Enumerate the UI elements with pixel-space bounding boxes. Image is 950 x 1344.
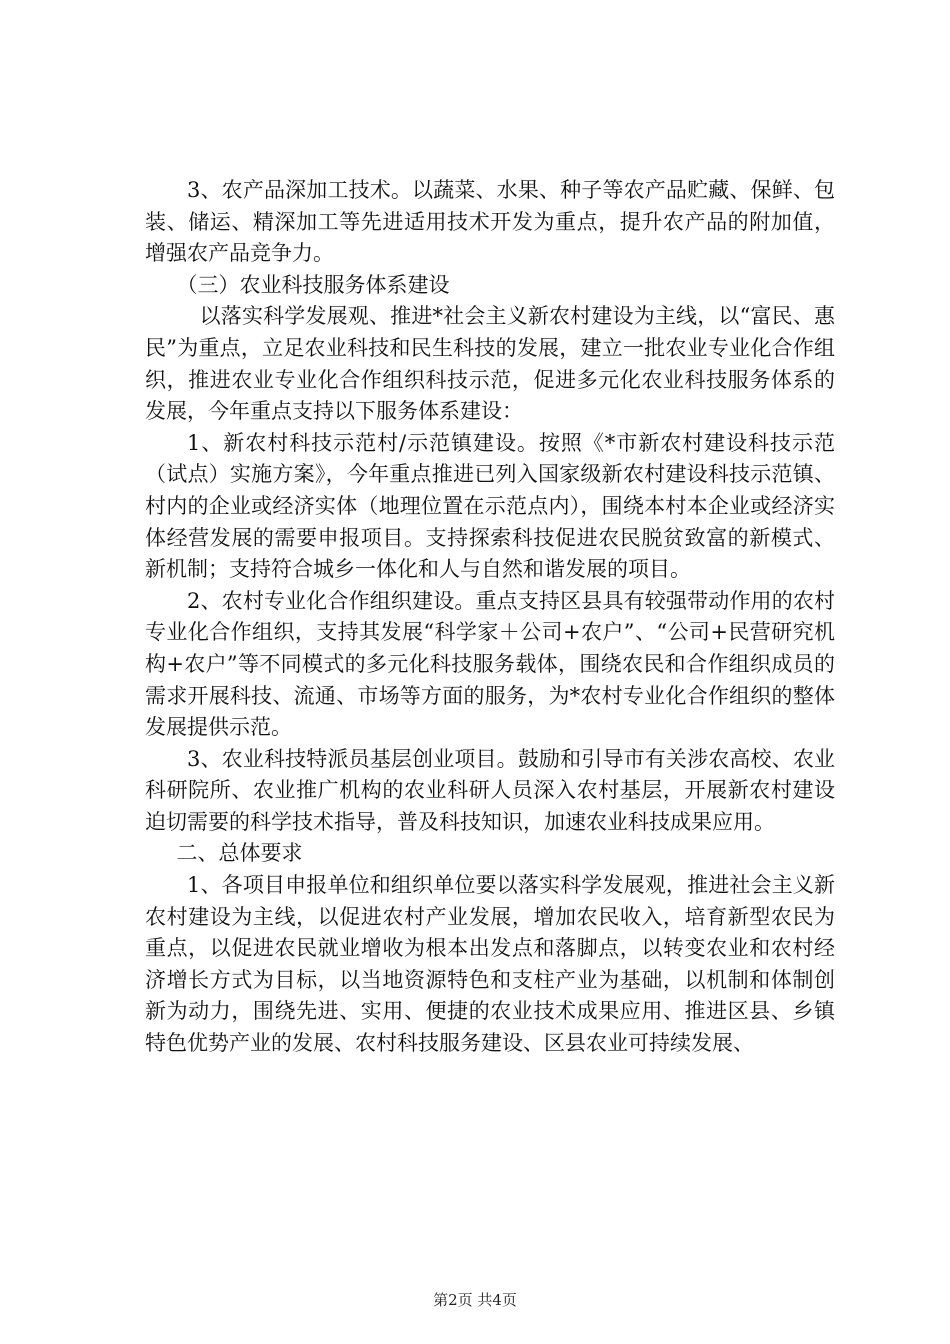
section-heading-service-system: （三）农业科技服务体系建设 (176, 272, 450, 297)
paragraph-cooperative: 2、农村专业化合作组织建设。重点支持区县具有较强带动作用的农村专业化合作组织，支持其发展“科学家＋公司+农户”、“公司+民营研究机构+农户”等不同模式的多元化科技服务载体，围绕农民和合作组织成员的需求开展科技、流通、市场等方面的服务，为*农村专业化合作组织的整体发展提供示范。 (145, 588, 835, 740)
document-body (145, 175, 835, 1060)
page-footer (0, 1289, 950, 1310)
page-number: 第2页 共4页 (433, 1291, 517, 1309)
paragraph-requirements-1: 1、各项目申报单位和组织单位要以落实科学发展观，推进社会主义新农村建设为主线，以促进农村产业发展，增加农民收入，培育新型农民为重点，以促进农民就业增收为根本出发点和落脚点，以转变农业和农村经济增长方式为目标，以当地资源特色和支柱产业为基础，以机制和体制创新为动力，围绕先进、实用、便捷的农业技术成果应用、推进区县、乡镇特色优势产业的发展、农村科技服务建设、区县农业可持续发展、 (145, 873, 835, 1056)
section-heading-general-requirements: 二、总体要求 (176, 841, 303, 866)
paragraph-demo-village: 1、新农村科技示范村/示范镇建设。按照《*市新农村建设科技示范（试点）实施方案》，今年重点推进已列入国家级新农村建设科技示范镇、村内的企业或经济实体（地理位置在示范点内），围绕本村本企业或经济实体经营发展的需要申报项目。支持探索科技促进农民脱贫致富的新模式、新机制；支持符合城乡一体化和人与自然和谐发展的项目。 (145, 430, 835, 582)
paragraph-processing-tech: 3、农产品深加工技术。以蔬菜、水果、种子等农产品贮藏、保鲜、包装、储运、精深加工等先进适用技术开发为重点，提升农产品的附加值，增强农产品竞争力。 (145, 178, 835, 266)
paragraph-special-envoy: 3、农业科技特派员基层创业项目。鼓励和引导市有关涉农高校、农业科研院所、农业推广机构的农业科研人员深入农村基层，开展新农村建设迫切需要的科学技术指导，普及科技知识，加速农业科技成果应用。 (145, 746, 835, 834)
paragraph-service-system-intro: 以落实科学发展观、推进*社会主义新农村建设为主线，以“富民、惠民”为重点，立足农业科技和民生科技的发展，建立一批农业专业化合作组织，推进农业专业化合作组织科技示范，促进多元化农业科技服务体系的发展，今年重点支持以下服务体系建设： (145, 304, 835, 424)
